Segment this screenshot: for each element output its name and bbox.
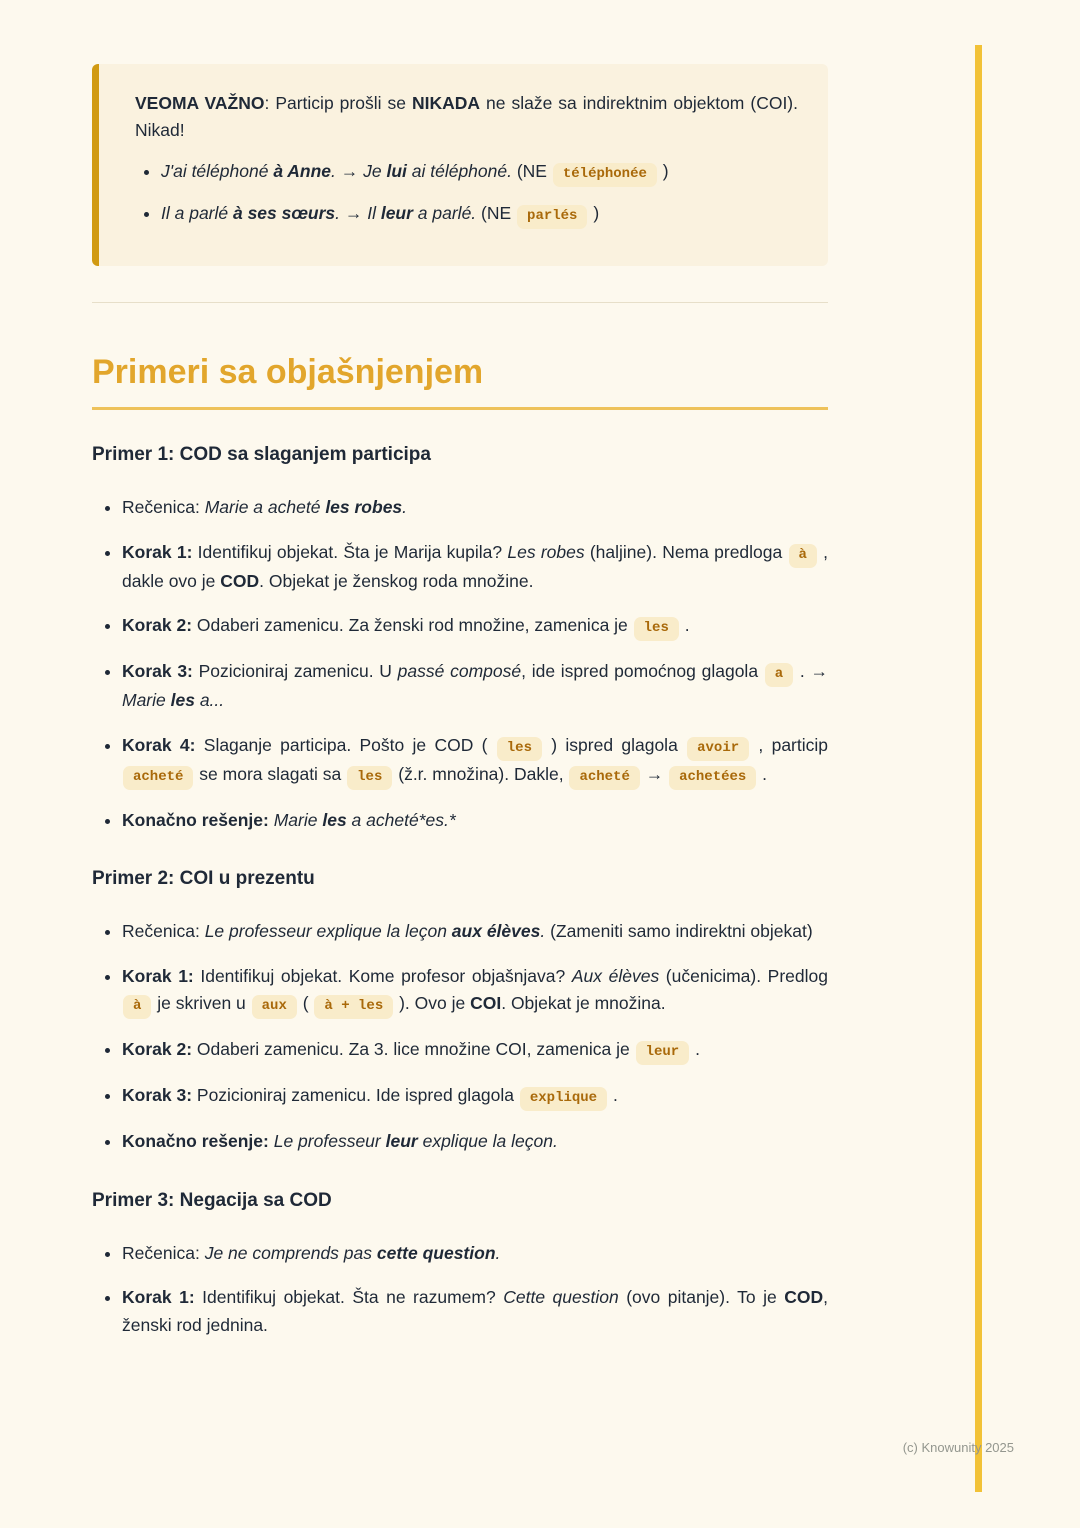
text-segment: Les robes [507,541,585,562]
text-segment: à ses sœurs [232,203,336,224]
text-segment: Marie [273,809,323,830]
text-segment: je skriven u [152,993,251,1014]
text-segment: Le professeur [273,1131,386,1152]
text-segment: explique la leçon. [417,1131,558,1152]
code-chip: les [634,617,679,641]
list-item [122,732,828,790]
text-segment: . [757,763,768,784]
text-segment: Cette question [503,1287,619,1308]
text-segment: ai téléphoné. [406,161,512,182]
code-chip: à [123,995,151,1019]
text-segment: . → [794,661,828,682]
text-segment: Identifikuj objekat. Šta je Marija kupila? [192,541,508,562]
list-item [161,200,798,229]
code-chip: achetées [669,766,756,790]
text-segment: (NE [476,203,517,224]
section-divider [92,302,828,303]
text-segment: Aux élèves [571,965,660,986]
important-callout [92,64,828,266]
text-segment: J'ai téléphoné [161,161,274,182]
text-segment: leur [380,203,413,224]
text-segment: Slaganje participa. Pošto je COD ( [195,734,496,755]
code-chip: parlés [517,205,587,229]
text-segment: a acheté*es.* [346,809,456,830]
text-segment: COI [470,993,502,1014]
text-segment: Korak 1: [122,1287,195,1308]
section-title: Primer 1: COD sa slaganjem participa [92,444,431,466]
list-item [122,658,828,715]
text-segment: Konačno rešenje: [122,809,269,830]
text-segment: COD [784,1287,824,1308]
text-segment: Korak 3: [122,1085,193,1106]
text-segment: . [690,1039,700,1060]
code-chip: a [765,663,793,687]
code-chip: les [497,737,542,761]
code-chip: explique [520,1087,607,1111]
code-chip: avoir [687,737,749,761]
page-edge-accent-bar [975,45,982,1492]
text-segment: Korak 1: [122,965,194,986]
text-segment: Korak 4: [122,734,196,755]
text-segment: . [402,497,408,518]
text-segment: (haljine). Nema predloga [584,541,788,562]
text-segment: Korak 2: [122,615,193,636]
document-page [92,64,828,1357]
text-segment: Korak 2: [122,1039,193,1060]
text-segment: ne slaže sa indirektnim objektom (COI). Nikad! [135,93,798,141]
text-segment: Identifikuj objekat. Kome profesor objašnjava? [193,965,572,986]
text-segment: NIKADA [411,93,481,113]
watermark: (c) Knowunity 2025 [902,1440,1014,1455]
text-segment: Pozicioniraj zamenicu. U [192,661,398,682]
text-segment: (NE [511,161,552,182]
text-segment: ) ispred glagola [542,734,687,755]
text-segment: (Zameniti samo indirektni objekat) [545,921,813,942]
text-segment: se mora slagati sa [194,763,347,784]
text-segment: ). Ovo je [394,993,471,1014]
code-chip: acheté [569,766,639,790]
text-segment: Korak 3: [122,661,193,682]
list-item [122,1082,828,1111]
section-title: Primer 3: Negacija sa COD [92,1189,332,1211]
text-segment: Konačno rešenje: [122,1131,269,1152]
text-segment: Marie [122,690,171,711]
section-bullet-list [92,494,828,834]
text-segment: , dakle ovo je [122,541,829,591]
text-segment: Pozicioniraj zamenicu. Ide ispred glagola [192,1085,519,1106]
text-segment: Il a parlé [161,203,233,224]
list-item [122,612,828,641]
text-segment: . [679,615,690,636]
text-segment: les [170,690,195,711]
text-segment: . [495,1242,501,1263]
text-segment: , ide ispred pomoćnog glagola [521,661,764,682]
text-segment: Identifikuj objekat. Šta ne razumem? [194,1287,504,1308]
text-segment: , particip [750,734,828,755]
text-segment: Rečenica: [122,1242,205,1263]
callout-text [135,90,798,144]
examples-sections [92,444,828,1340]
list-item [122,918,828,946]
text-segment: aux élèves [451,921,541,942]
code-chip: aux [252,995,297,1019]
section-bullet-list [92,1240,828,1340]
text-segment: passé composé [397,661,522,682]
text-segment: , ženski rod jednina. [122,1287,828,1336]
list-item [161,158,798,187]
code-chip: leur [636,1041,690,1065]
text-segment: Le professeur explique la leçon [204,921,452,942]
section-bullet-list [92,918,828,1156]
text-segment: lui [386,161,407,182]
list-item [122,1128,828,1156]
text-segment: Rečenica: [122,921,205,942]
text-segment: ) [588,203,600,224]
text-segment: (učenicima). Predlog [659,965,829,986]
list-item [122,1036,828,1065]
text-segment: . [540,921,546,942]
text-segment: les [322,809,347,830]
text-segment: (ž.r. množina). Dakle, [393,763,569,784]
text-segment: . Objekat je množina. [501,993,666,1014]
code-chip: les [347,766,392,790]
code-chip: à + les [314,995,393,1019]
text-segment: . → Il [335,203,381,224]
code-chip: acheté [123,766,193,790]
list-item [122,539,828,596]
list-item [122,963,828,1020]
list-item [122,1284,828,1339]
text-segment: à Anne [273,161,332,182]
text-segment: Rečenica: [122,497,205,518]
code-chip: à [789,544,817,568]
section-title: Primer 2: COI u prezentu [92,868,315,890]
text-segment: ( [297,993,314,1014]
text-segment: → [640,763,669,784]
text-segment: . Objekat je ženskog roda množine. [259,570,534,591]
text-segment: Odaberi zamenicu. Za ženski rod množine, zamenica je [192,615,633,636]
text-segment: : Particip prošli se [264,93,412,113]
list-item [122,494,828,522]
text-segment: cette question [376,1242,496,1263]
list-item [122,807,828,835]
text-segment: (ovo pitanje). To je [618,1287,785,1308]
text-segment: Odaberi zamenicu. Za 3. lice množine COI, zamenica je [192,1039,635,1060]
page-heading: Primeri sa objašnjenjem [92,353,828,410]
text-segment: ) [657,161,669,182]
code-chip: téléphonée [553,163,657,187]
text-segment: Marie a acheté [204,497,326,518]
text-segment: Korak 1: [122,541,193,562]
text-segment: . [608,1085,618,1106]
text-segment: les robes [325,497,403,518]
text-segment: Je ne comprends pas [204,1242,377,1263]
text-segment: COD [220,570,260,591]
callout-bullet-list [135,158,798,229]
text-segment: . → Je [331,161,387,182]
list-item [122,1240,828,1268]
text-segment: VEOMA VAŽNO [135,93,265,113]
text-segment: leur [385,1131,418,1152]
text-segment: a parlé. [412,203,477,224]
text-segment: a... [194,690,225,711]
